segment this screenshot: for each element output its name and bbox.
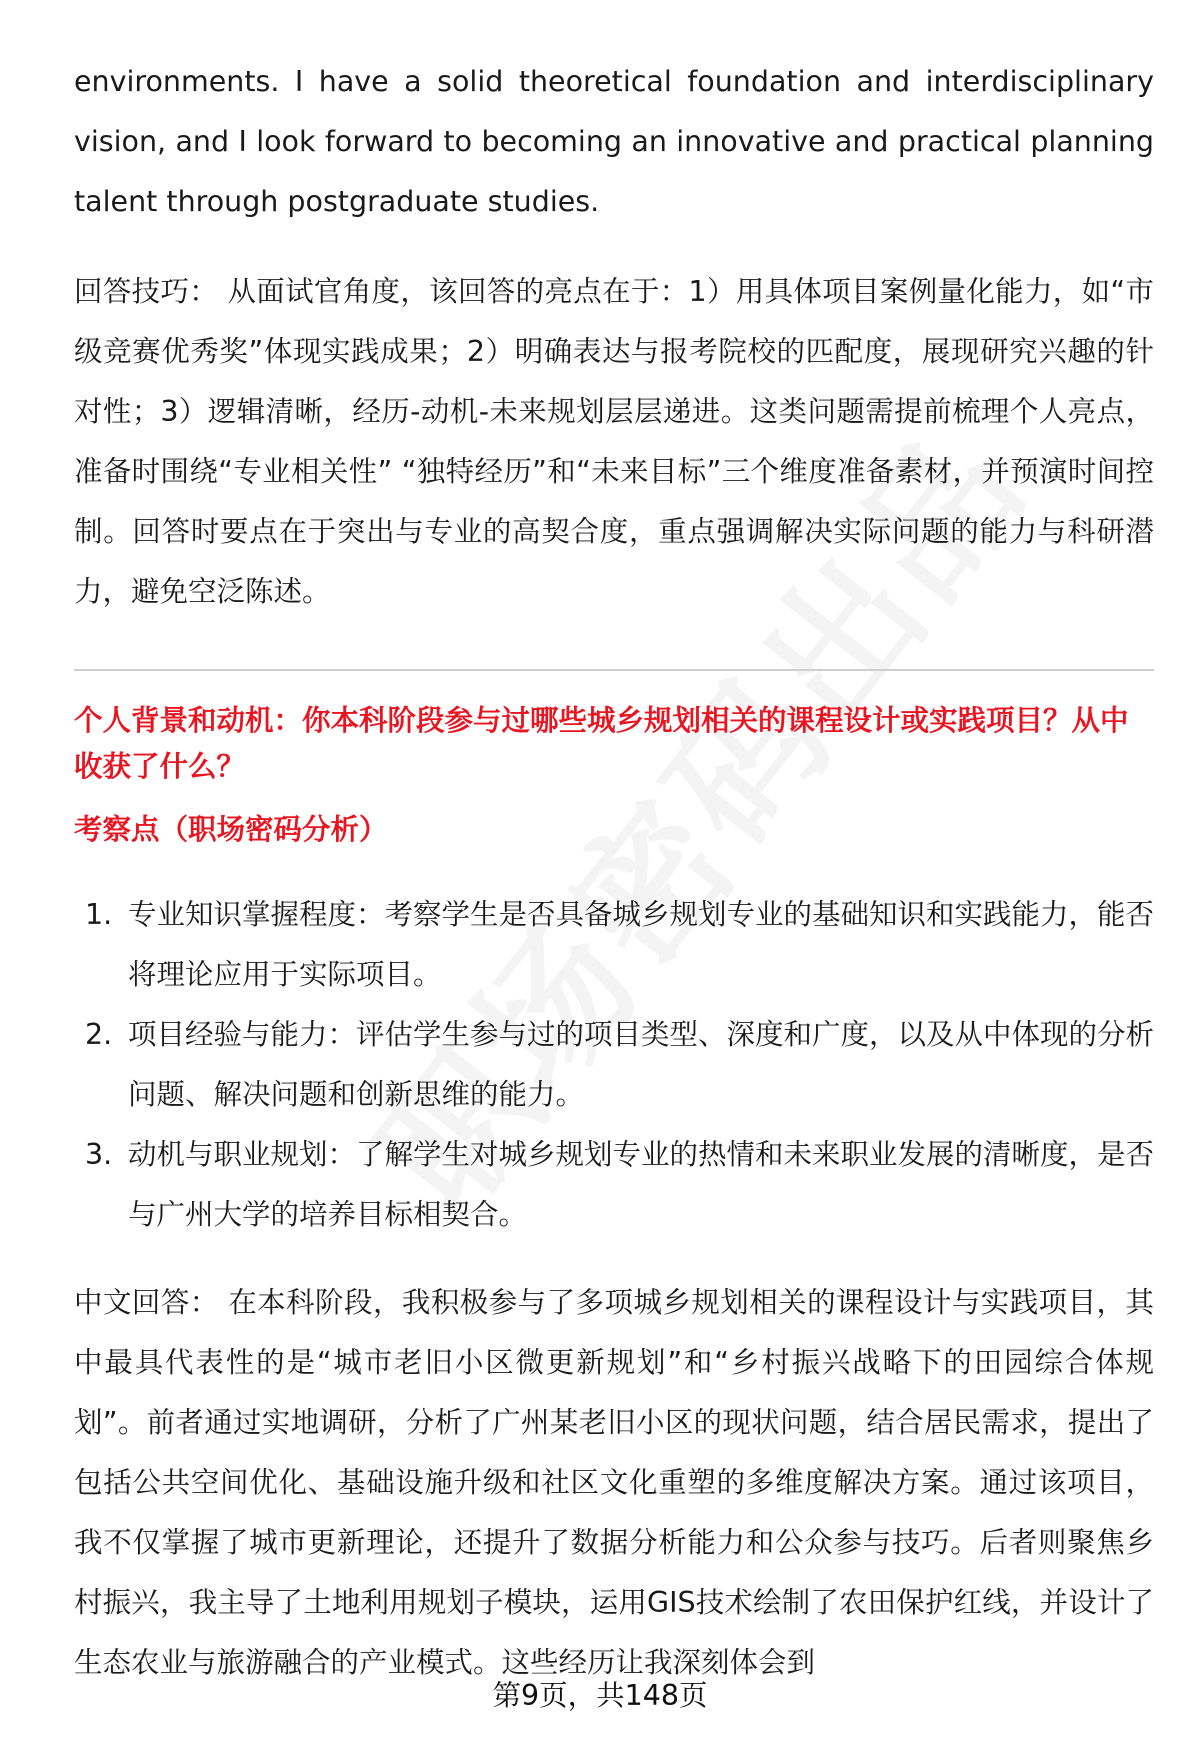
page-footer: 第9页，共148页: [492, 1679, 708, 1712]
list-item-text: 专业知识掌握程度：考察学生是否具备城乡规划专业的基础知识和实践能力，能否将理论应用于实际项目。: [128, 898, 1155, 991]
list-item-text: 动机与职业规划：了解学生对城乡规划专业的热情和未来职业发展的清晰度，是否与广州大学的培养目标相契合。: [128, 1138, 1155, 1231]
question-heading: 个人背景和动机：你本科阶段参与过哪些城乡规划相关的课程设计或实践项目？从中收获了什么？: [74, 704, 1129, 783]
list-item: [74, 885, 1154, 1005]
list-item: [74, 1005, 1154, 1125]
section-divider: [74, 669, 1154, 671]
list-item: [74, 1125, 1154, 1245]
list-item-number: 1.: [85, 898, 113, 931]
exam-points-heading: 考察点（职场密码分析）: [74, 813, 388, 846]
list-item-number: 3.: [85, 1138, 113, 1171]
exam-points-list: [74, 885, 1154, 1245]
answer-tips-paragraph: 回答技巧： 从面试官角度，该回答的亮点在于：1）用具体项目案例量化能力，如“市级竞赛优秀奖”体现实践成果；2）明确表达与报考院校的匹配度，展现研究兴趣的针对性；3）逻辑清晰，经历-动机-未来规划层层递进。这类问题需提前梳理个人亮点，准备时围绕“专业相关性” “独特经历”和“未来目标”三个维度准备素材，并预演时间控制。回答时要点在于突出与专业的高契合度，重点强调解决实际问题的能力与科研潜力，避免空泛陈述。: [74, 275, 1154, 608]
intro-paragraph: environments. I have a solid theoretical foundation and interdisciplinary vision, and I look forward to becoming an innovative and practical planning talent through postgraduate studies.: [74, 65, 1154, 218]
chinese-answer-paragraph: 中文回答： 在本科阶段，我积极参与了多项城乡规划相关的课程设计与实践项目，其中最具代表性的是“城市老旧小区微更新规划”和“乡村振兴战略下的田园综合体规划”。前者通过实地调研，分析了广州某老旧小区的现状问题，结合居民需求，提出了包括公共空间优化、基础设施升级和社区文化重塑的多维度解决方案。通过该项目，我不仅掌握了城市更新理论，还提升了数据分析能力和公众参与技巧。后者则聚焦乡村振兴，我主导了土地利用规划子模块，运用GIS技术绘制了农田保护红线，并设计了生态农业与旅游融合的产业模式。这些经历让我深刻体会到: [74, 1286, 1154, 1679]
list-item-text: 项目经验与能力：评估学生参与过的项目类型、深度和广度，以及从中体现的分析问题、解决问题和创新思维的能力。: [128, 1018, 1155, 1111]
list-item-number: 2.: [85, 1018, 113, 1051]
